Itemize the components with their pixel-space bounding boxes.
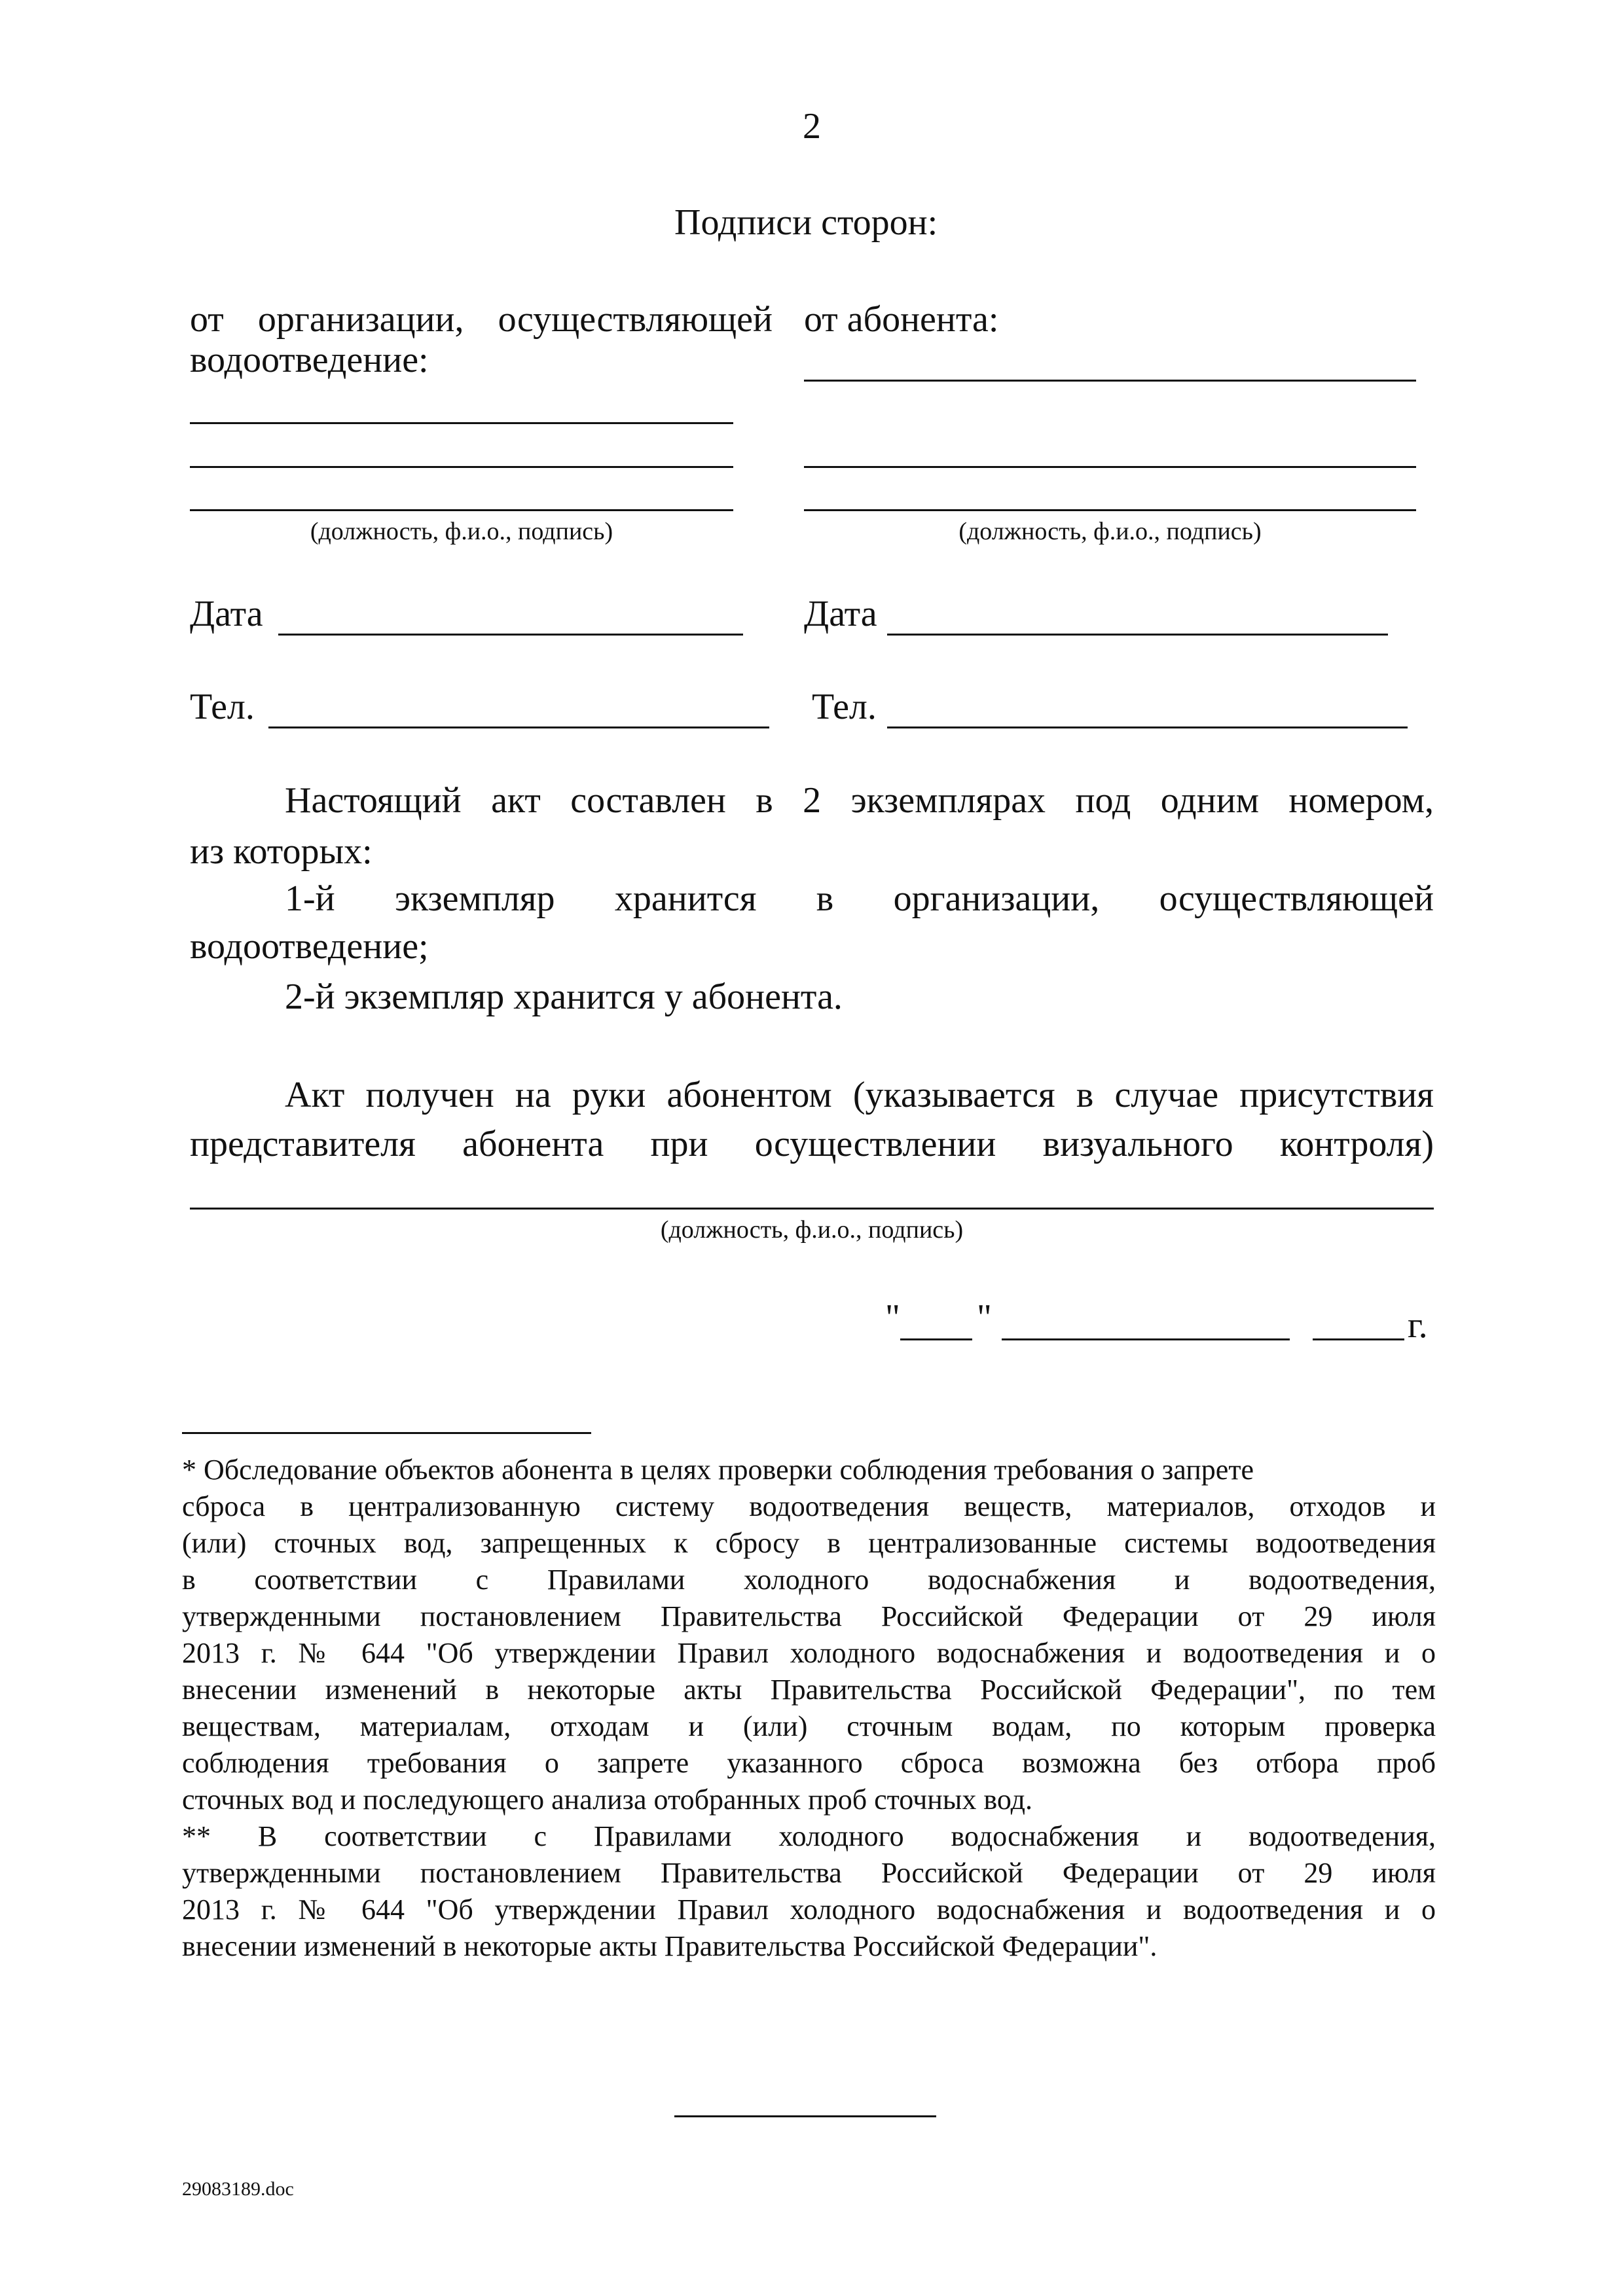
footnote-1-line: сброса в централизованную систему водоотведения веществ, материалов, отходов и — [182, 1490, 1436, 1522]
footnote-1-line: * Обследование объектов абонента в целях проверки соблюдения требования о запрете — [182, 1454, 1254, 1486]
file-name: 29083189.doc — [182, 2178, 294, 2200]
org-signature-line-1[interactable] — [190, 422, 733, 424]
received-line-2: представителя абонента при осуществлении визуального контроля) — [190, 1124, 1434, 1164]
copies-paragraph-1-line-1: Настоящий акт составлен в 2 экземплярах под одним номером, — [285, 780, 1434, 821]
org-signature-line-2[interactable] — [190, 466, 733, 468]
org-date-field[interactable] — [278, 634, 743, 636]
received-line-1: Акт получен на руки абонентом (указывается в случае присутствия — [285, 1075, 1434, 1115]
date-year-suffix: г. — [1408, 1305, 1428, 1346]
footnote-2 — [182, 1818, 1436, 1965]
footnote-2-line: внесении изменений в некоторые акты Правительства Российской Федерации". — [182, 1930, 1158, 1962]
abonent-signature-caption: (должность, ф.и.о., подпись) — [958, 518, 1262, 545]
abonent-label: от абонента: — [804, 299, 999, 340]
footnote-1 — [182, 1452, 1436, 1818]
abonent-signature-line-1[interactable] — [804, 380, 1416, 382]
org-phone-field[interactable] — [268, 726, 769, 728]
footnote-1-line: веществам, материалам, отходам и (или) сточным водам, по которым проверка — [182, 1710, 1436, 1742]
abonent-phone-label: Тел. — [812, 687, 877, 727]
received-signature-line[interactable] — [190, 1208, 1434, 1210]
date-month-field[interactable] — [1002, 1338, 1290, 1340]
end-of-document-line — [674, 2115, 936, 2117]
date-year-field[interactable] — [1313, 1338, 1404, 1340]
footnote-1-line: 2013 г. № 644 "Об утверждении Правил холодного водоснабжения и водоотведения и о — [182, 1637, 1436, 1669]
page-number: 2 — [803, 106, 821, 147]
org-label-line1: от организации, осуществляющей — [190, 299, 773, 340]
footnote-1-line: утвержденными постановлением Правительства Российской Федерации от 29 июля — [182, 1600, 1436, 1632]
footnote-1-line: (или) сточных вод, запрещенных к сбросу в централизованные системы водоотведения — [182, 1527, 1436, 1559]
footnote-2-line: ** В соответствии с Правилами холодного водоснабжения и водоотведения, — [182, 1820, 1436, 1852]
date-day-field[interactable] — [900, 1338, 972, 1340]
date-close-quote: " — [977, 1297, 992, 1338]
abonent-signature-line-2[interactable] — [804, 466, 1416, 468]
received-signature-caption: (должность, ф.и.о., подпись) — [660, 1216, 964, 1244]
org-phone-label: Тел. — [190, 687, 255, 727]
footnote-2-line: 2013 г. № 644 "Об утверждении Правил холодного водоснабжения и водоотведения и о — [182, 1893, 1436, 1926]
footnote-2-line: утвержденными постановлением Правительства Российской Федерации от 29 июля — [182, 1857, 1436, 1889]
date-open-quote: " — [885, 1297, 900, 1338]
footnote-separator — [182, 1432, 591, 1434]
org-signature-line-3[interactable] — [190, 509, 733, 511]
copies-paragraph-2-line-2: водоотведение; — [190, 926, 429, 967]
copies-paragraph-2-line-1: 1-й экземпляр хранится в организации, осуществляющей — [285, 878, 1434, 919]
copies-paragraph-1-line-2: из которых: — [190, 831, 373, 872]
footnote-1-line: сточных вод и последующего анализа отобранных проб сточных вод. — [182, 1784, 1032, 1816]
signatures-title: Подписи сторон: — [674, 202, 938, 243]
abonent-phone-field[interactable] — [887, 726, 1408, 728]
footnote-1-line: внесении изменений в некоторые акты Правительства Российской Федерации", по тем — [182, 1674, 1436, 1706]
abonent-date-field[interactable] — [887, 634, 1388, 636]
org-signature-caption: (должность, ф.и.о., подпись) — [310, 518, 613, 545]
org-label-line2: водоотведение: — [190, 340, 429, 380]
abonent-signature-line-3[interactable] — [804, 509, 1416, 511]
footnote-1-line: в соответствии с Правилами холодного водоснабжения и водоотведения, — [182, 1564, 1436, 1596]
org-date-label: Дата — [190, 594, 263, 634]
copies-paragraph-3: 2-й экземпляр хранится у абонента. — [285, 977, 843, 1017]
abonent-date-label: Дата — [804, 594, 877, 634]
footnote-1-line: соблюдения требования о запрете указанного сброса возможна без отбора проб — [182, 1747, 1436, 1779]
